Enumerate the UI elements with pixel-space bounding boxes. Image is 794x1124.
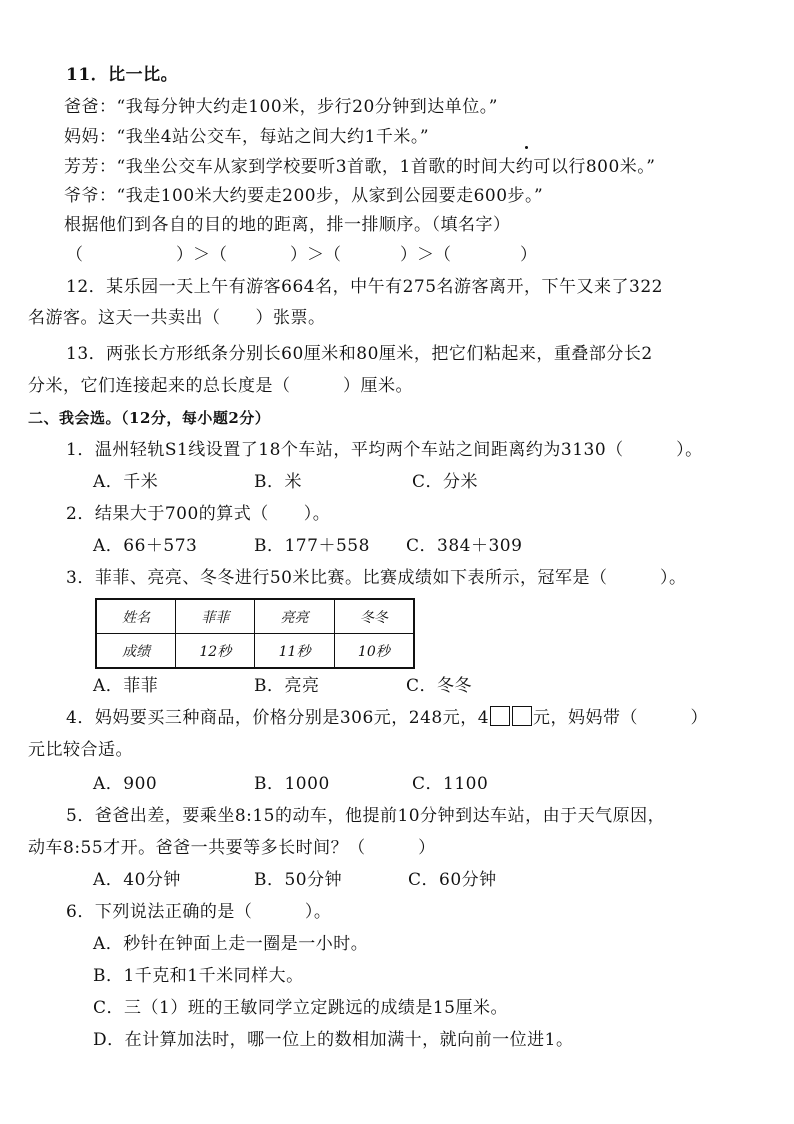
order-part-2: ）＞（	[176, 245, 227, 265]
c2-stem: 2．结果大于700的算式（ ）。	[66, 504, 331, 524]
table-cell: 姓名	[96, 599, 176, 634]
order-part-1: （	[66, 245, 83, 265]
table-cell: 冬冬	[334, 599, 414, 634]
q11-dad-quote: 爸爸：“我每分钟大约走100米，步行20分钟到达单位。”	[64, 97, 498, 117]
table-cell: 11秒	[255, 634, 334, 669]
c1-stem: 1．温州轻轨S1线设置了18个车站，平均两个车站之间距离约为3130（ ）。	[66, 440, 703, 460]
order-part-3: ）＞（	[290, 245, 341, 265]
q12-line2: 名游客。这天一共卖出（ ）张票。	[28, 308, 326, 328]
c5-line2: 动车8:55才开。爸爸一共要等多长时间？（ ）	[28, 838, 436, 858]
order-part-5: ）	[520, 245, 537, 265]
c4-line2: 元比较合适。	[28, 740, 133, 760]
c4-stem	[66, 706, 708, 730]
table-cell: 亮亮	[255, 599, 334, 634]
c3-option-c: C．冬冬	[406, 676, 473, 696]
digit-box	[490, 706, 510, 726]
table-cell: 菲菲	[176, 599, 255, 634]
section-2-heading: 二、我会选。（12分，每小题2分）	[28, 409, 271, 427]
c5-option-c: C．60分钟	[408, 870, 497, 890]
c5-option-b: B．50分钟	[254, 870, 343, 890]
table-cell: 10秒	[334, 634, 414, 669]
table-row	[96, 634, 414, 669]
table-cell: 成绩	[96, 634, 176, 669]
q12-line1: 12．某乐园一天上午有游客664名，中午有275名游客离开，下午又来了322	[66, 277, 663, 297]
c4-option-a: A．900	[93, 774, 158, 794]
c3-option-a: A．菲菲	[93, 676, 159, 696]
c2-option-c: C．384＋309	[406, 536, 523, 556]
c4-option-b: B．1000	[254, 774, 330, 794]
c6-option-b: B．1千克和1千米同样大。	[93, 966, 304, 986]
order-part-4: ）＞（	[400, 245, 451, 265]
q11-mom-quote: 妈妈：“我坐4站公交车，每站之间大约1千米。”	[64, 127, 430, 147]
c2-option-a: A．66＋573	[93, 536, 198, 556]
q11-grandpa-quote: 爷爷：“我走100米大约要走200步，从家到公园要走600步。”	[64, 186, 544, 206]
q11-instruction: 根据他们到各自的目的地的距离，排一排顺序。（填名字）	[64, 215, 511, 235]
c1-option-a: A．千米	[93, 472, 159, 492]
c6-option-d: D．在计算加法时，哪一位上的数相加满十，就向前一位进1。	[93, 1030, 574, 1050]
table-row	[96, 599, 414, 634]
c1-option-c: C．分米	[412, 472, 479, 492]
c4-option-c: C．1100	[412, 774, 489, 794]
ink-dot	[525, 146, 528, 149]
race-results-table	[95, 598, 415, 669]
digit-box	[512, 706, 532, 726]
c1-option-b: B．米	[254, 472, 302, 492]
c6-stem: 6．下列说法正确的是（ ）。	[66, 902, 332, 922]
table-cell: 12秒	[176, 634, 255, 669]
c2-option-b: B．177＋558	[254, 536, 370, 556]
q11-title: 11．比一比。	[66, 65, 179, 85]
q13-line2: 分米，它们连接起来的总长度是（ ）厘米。	[28, 376, 413, 396]
c3-option-b: B．亮亮	[254, 676, 320, 696]
c5-line1: 5．爸爸出差，要乘坐8:15的动车，他提前10分钟到达车站，由于天气原因，	[66, 806, 666, 826]
c3-stem: 3．菲菲、亮亮、冬冬进行50米比赛。比赛成绩如下表所示，冠军是（ ）。	[66, 568, 687, 588]
c4-stem-post: 元，妈妈带（ ）	[533, 708, 709, 728]
c6-option-c: C．三（1）班的王敏同学立定跳远的成绩是15厘米。	[93, 998, 508, 1018]
c5-option-a: A．40分钟	[93, 870, 181, 890]
q13-line1: 13．两张长方形纸条分别长60厘米和80厘米，把它们粘起来，重叠部分长2	[66, 344, 653, 364]
c4-stem-pre: 4．妈妈要买三种商品，价格分别是306元，248元，4	[66, 708, 490, 728]
c6-option-a: A．秒针在钟面上走一圈是一小时。	[93, 934, 369, 954]
q11-fangfang-quote: 芳芳：“我坐公交车从家到学校要听3首歌，1首歌的时间大约可以行800米。”	[64, 157, 656, 177]
